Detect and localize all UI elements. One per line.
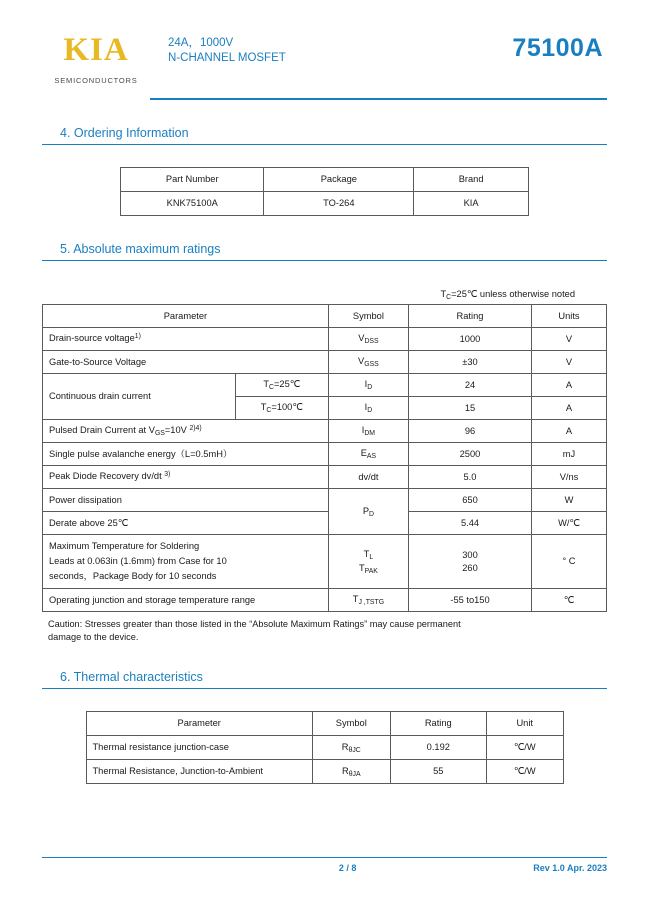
cell-symbol bbox=[312, 760, 390, 784]
cell-parameter bbox=[43, 328, 329, 351]
section-5-title: 5. Absolute maximum ratings bbox=[60, 242, 221, 256]
table-row bbox=[43, 489, 607, 512]
cell-symbol bbox=[328, 489, 408, 535]
cell-brand: KIA bbox=[414, 192, 529, 216]
symbol-subscript: D bbox=[367, 384, 373, 391]
section-6-title: 6. Thermal characteristics bbox=[60, 670, 203, 684]
cell-rating: 0.192 bbox=[390, 736, 486, 760]
revision-label: Rev 1.0 Apr. 2023 bbox=[533, 863, 607, 873]
header-divider bbox=[150, 98, 607, 100]
symbol-subscript: D bbox=[367, 407, 373, 414]
cell-parameter: Power dissipation bbox=[43, 489, 329, 512]
rating-1: 300 bbox=[462, 549, 478, 560]
param-line-2: Leads at 0.063in (1.6mm) from Case for 10 bbox=[49, 556, 227, 566]
col-unit: Unit bbox=[486, 712, 563, 736]
symbol-subscript: DSS bbox=[364, 338, 379, 345]
cell-rating: 650 bbox=[409, 489, 532, 512]
cell-symbol bbox=[328, 328, 408, 351]
param-text: Peak Diode Recovery dv/dt bbox=[49, 471, 162, 481]
symbol-subscript: θJC bbox=[348, 746, 361, 754]
table-row bbox=[43, 589, 607, 612]
param-line-3: seconds，Package Body for 10 seconds bbox=[49, 571, 217, 581]
section-5-divider bbox=[42, 260, 607, 261]
section-6-divider bbox=[42, 688, 607, 689]
cell-rating: ±30 bbox=[409, 351, 532, 374]
note-prefix: T bbox=[440, 289, 447, 299]
cell-rating: 55 bbox=[390, 760, 486, 784]
cell-units: V/ns bbox=[531, 466, 606, 489]
table-header-row bbox=[86, 712, 563, 736]
col-rating: Rating bbox=[409, 305, 532, 328]
cell-parameter: Thermal resistance junction-case bbox=[86, 736, 312, 760]
table-row bbox=[86, 736, 563, 760]
logo-subtitle: SEMICONDUCTORS bbox=[54, 76, 138, 85]
cell-symbol bbox=[328, 443, 408, 466]
cell-symbol bbox=[312, 736, 390, 760]
table-row bbox=[43, 420, 607, 443]
part-number-title: 75100A bbox=[512, 34, 603, 62]
table-row bbox=[43, 466, 607, 489]
cell-condition: $T_C=25℃$ bbox=[235, 374, 328, 397]
cell-units: ° C bbox=[531, 535, 606, 589]
caution-line-1: Caution: Stresses greater than those listed in the “Absolute Maximum Ratings” may cause permanent bbox=[48, 619, 461, 629]
symbol-text: I bbox=[364, 379, 368, 389]
table-row bbox=[43, 443, 607, 466]
symbol-subscript-1: L bbox=[369, 553, 374, 561]
cell-symbol bbox=[328, 397, 408, 420]
cell-unit: ℃/W bbox=[486, 760, 563, 784]
col-brand: Brand bbox=[414, 168, 529, 192]
symbol-subscript-2: PAK bbox=[364, 567, 378, 575]
symbol-text: T bbox=[352, 594, 359, 604]
cell-part-number: KNK75100A bbox=[121, 192, 264, 216]
symbol-text: E bbox=[360, 448, 367, 458]
table-row bbox=[43, 374, 607, 397]
symbol-text: R bbox=[341, 765, 349, 776]
cell-rating bbox=[409, 535, 532, 589]
table-header-row bbox=[43, 305, 607, 328]
cell-units: W bbox=[531, 489, 606, 512]
param-text: Drain-source voltage bbox=[49, 333, 135, 343]
table-row bbox=[43, 328, 607, 351]
cell-units: A bbox=[531, 397, 606, 420]
cell-rating: 2500 bbox=[409, 443, 532, 466]
table-row bbox=[86, 760, 563, 784]
footer-content bbox=[42, 863, 607, 873]
cell-parameter: Pulsed Drain Current at $V_{GS}=10V$ $^{2)4)}$ bbox=[43, 420, 329, 443]
symbol-subscript: AS bbox=[366, 453, 377, 460]
note-suffix: =25℃ unless otherwise noted bbox=[451, 289, 575, 299]
param-line-1: Maximum Temperature for Soldering bbox=[49, 541, 200, 551]
param-footnote: 3) bbox=[164, 470, 171, 478]
param-footnote: 2)4) bbox=[189, 424, 202, 432]
symbol-subscript-2: STG bbox=[369, 599, 385, 606]
cell-rating: 15 bbox=[409, 397, 532, 420]
col-parameter: Parameter bbox=[86, 712, 312, 736]
spec-device-type: N-CHANNEL MOSFET bbox=[168, 52, 286, 64]
symbol-subscript: J ,T bbox=[358, 599, 370, 606]
symbol-text-1: T bbox=[363, 548, 370, 559]
page-header bbox=[42, 0, 607, 96]
cell-units: V bbox=[531, 351, 606, 374]
cell-parameter: Continuous drain current bbox=[43, 374, 236, 420]
section-4-divider bbox=[42, 144, 607, 145]
symbol-text: I bbox=[364, 402, 368, 412]
table-row bbox=[121, 192, 529, 216]
cell-rating: 24 bbox=[409, 374, 532, 397]
section-4-title: 4. Ordering Information bbox=[60, 126, 189, 140]
product-spec bbox=[150, 32, 512, 66]
company-logo bbox=[42, 32, 150, 85]
rating-2: 260 bbox=[462, 562, 478, 573]
spec-current-voltage: 24A，1000V bbox=[168, 37, 234, 49]
ordering-information-table bbox=[120, 167, 529, 216]
param-footnote: 1) bbox=[134, 332, 141, 340]
cell-parameter: Thermal Resistance, Junction-to-Ambient bbox=[86, 760, 312, 784]
symbol-subscript: DM bbox=[364, 430, 376, 437]
table-header-row bbox=[121, 168, 529, 192]
table-row bbox=[43, 351, 607, 374]
cell-units: mJ bbox=[531, 443, 606, 466]
cell-parameter bbox=[43, 351, 329, 374]
cell-parameter: Operating junction and storage temperature range bbox=[43, 589, 329, 612]
cell-symbol bbox=[328, 535, 408, 589]
cell-symbol bbox=[328, 351, 408, 374]
cell-rating: 5.44 bbox=[409, 512, 532, 535]
footer-divider bbox=[42, 857, 607, 858]
caution-line-2: damage to the device. bbox=[48, 632, 139, 642]
cell-rating: 1000 bbox=[409, 328, 532, 351]
symbol-text: P bbox=[362, 505, 370, 516]
col-part-number: Part Number bbox=[121, 168, 264, 192]
page-footer bbox=[42, 857, 607, 873]
cell-symbol bbox=[328, 374, 408, 397]
cell-condition: $T_C=100℃$ bbox=[235, 397, 328, 420]
cell-symbol bbox=[328, 420, 408, 443]
thermal-characteristics-table bbox=[86, 711, 564, 784]
temperature-note bbox=[42, 289, 607, 300]
col-symbol: Symbol bbox=[312, 712, 390, 736]
symbol-text-2: T bbox=[358, 562, 365, 573]
symbol-text: V bbox=[358, 333, 365, 343]
cell-unit: ℃/W bbox=[486, 736, 563, 760]
symbol-text: V bbox=[358, 356, 365, 366]
cell-parameter: Derate above 25℃ bbox=[43, 512, 329, 535]
col-parameter: Parameter bbox=[43, 305, 329, 328]
symbol-subscript: θJA bbox=[348, 770, 361, 778]
note-subscript: C bbox=[446, 294, 452, 301]
param-text: Gate-to-Source Voltage bbox=[49, 356, 147, 367]
table-row bbox=[43, 512, 607, 535]
cell-rating: -55 to150 bbox=[409, 589, 532, 612]
cell-units: V bbox=[531, 328, 606, 351]
col-package: Package bbox=[264, 168, 414, 192]
cell-symbol: dv/dt bbox=[328, 466, 408, 489]
symbol-subscript: D bbox=[369, 510, 374, 518]
cell-units: ℃ bbox=[531, 589, 606, 612]
symbol-text: I bbox=[361, 425, 365, 435]
page-number: 2 / 8 bbox=[338, 863, 357, 873]
absolute-maximum-ratings-table bbox=[42, 304, 607, 612]
cell-units: A bbox=[531, 420, 606, 443]
cell-symbol bbox=[328, 589, 408, 612]
symbol-text: R bbox=[341, 741, 349, 752]
cell-rating: 96 bbox=[409, 420, 532, 443]
cell-parameter bbox=[43, 535, 329, 589]
cell-parameter: Single pulse avalanche energy（L=0.5mH） bbox=[43, 443, 329, 466]
symbol-subscript: GSS bbox=[364, 361, 379, 368]
logo-text: KIA bbox=[63, 32, 129, 68]
cell-parameter bbox=[43, 466, 329, 489]
cell-rating: 5.0 bbox=[409, 466, 532, 489]
cell-units: W/℃ bbox=[531, 512, 606, 535]
cell-package: TO-264 bbox=[264, 192, 414, 216]
col-rating: Rating bbox=[390, 712, 486, 736]
col-symbol: Symbol bbox=[328, 305, 408, 328]
caution-note bbox=[42, 618, 607, 644]
table-row bbox=[43, 535, 607, 589]
cell-units: A bbox=[531, 374, 606, 397]
col-units: Units bbox=[531, 305, 606, 328]
